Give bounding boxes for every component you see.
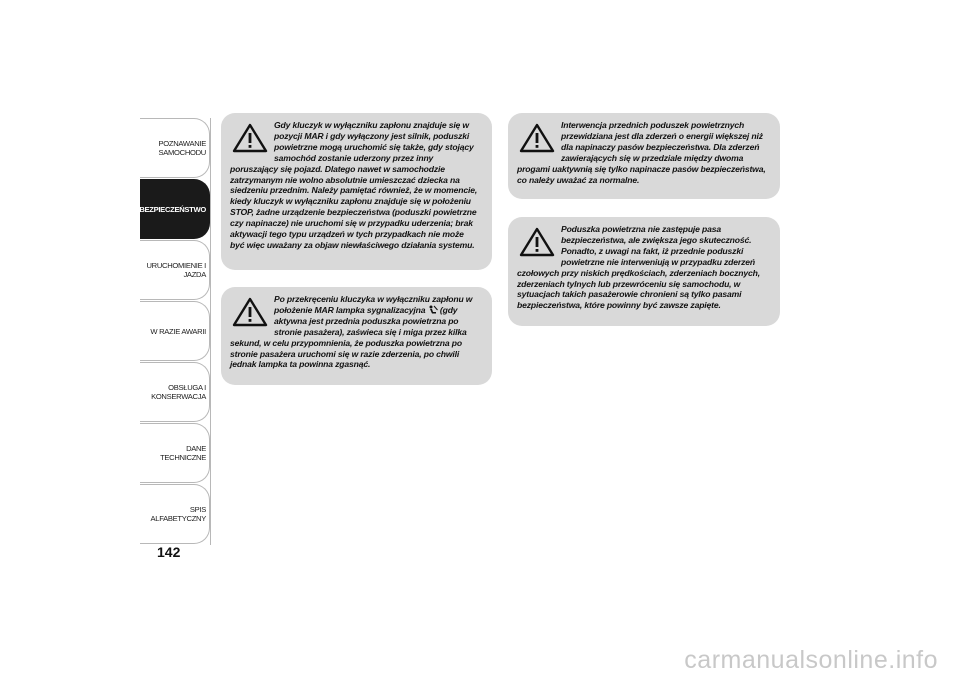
warning-text: Gdy kluczyk w wyłączniku zapłonu znajduje się w pozycji MAR i gdy wyłączony jest silnik, poduszki powietrzne mogą uruchomić się także, gdy stojący samochód zostanie uderzony przez inny poruszający się pojazd. Dlatego nawet w samochodzie zatrzymanym nie wolno absolutnie umieszczać dziecka na siedzeniu przednim. Należy pamiętać również, że w momencie, kiedy kluczyk w wyłączniku zapłonu znajduje się w położeniu STOP, żadne urządzenie bezpieczeństwa (poduszki powietrzne czy napinacze) nie uruchomi się w przypadku uderzenia; brak aktywacji tego typu urządzeń w tych przypadkach nie może być więc uważany za objaw niewłaściwego działania systemu. [230, 120, 478, 250]
warning-triangle-icon [232, 123, 268, 153]
tab-bezpieczenstwo[interactable]: BEZPIECZEŃSTWO [140, 179, 210, 239]
warning-text-part-1: Po przekręceniu kluczyka w wyłączniku zapłonu w położenie MAR lampka sygnalizacyjna [274, 294, 473, 315]
tab-dane-techniczne[interactable]: DANE TECHNICZNE [140, 423, 210, 483]
tab-w-razie-awarii[interactable]: W RAZIE AWARII [140, 301, 210, 361]
warning-text: Interwencja przednich poduszek powietrznych przewidziana jest dla zderzeń o energii większej niż dla napinaczy pasów bezpieczeństwa. Dla zderzeń zawierających się w przedziale między dwoma progami uaktywnią się tylko napinacze pasów bezpieczeństwa, co należy uważać za normalne. [517, 120, 766, 185]
warning-triangle-icon [519, 227, 555, 257]
warning-box [221, 287, 492, 385]
tab-poznawanie-samochodu[interactable]: POZNAWANIE SAMOCHODU [140, 118, 210, 178]
warning-text: Poduszka powietrzna nie zastępuje pasa bezpieczeństwa, ale zwiększa jego skuteczność. Ponadto, z uwagi na fakt, iż przednie poduszki powietrzne nie interweniują w przypadku zderzeń czołowych przy niskich prędkościach, zderzeniach bocznych, zderzeniach tylnych lub przewróceniu się samochodu, w sytuacjach takich pasażerowie chronieni są tylko pasami bezpieczeństwa, które powinny być zawsze zapięte. [517, 224, 760, 311]
tab-divider-line [210, 118, 211, 545]
warning-box [221, 113, 492, 270]
watermark-text: carmanualsonline.info [684, 646, 938, 674]
warning-triangle-icon [232, 297, 268, 327]
warning-box [508, 217, 780, 326]
tab-uruchomienie-i-jazda[interactable]: URUCHOMIENIE I JAZDA [140, 240, 210, 300]
tab-spis-alfabetyczny[interactable]: SPIS ALFABETYCZNY [140, 484, 210, 544]
warning-triangle-icon [519, 123, 555, 153]
page-number: 142 [157, 544, 181, 560]
tab-obsluga-i-konserwacja[interactable]: OBSŁUGA I KONSERWACJA [140, 362, 210, 422]
warning-box [508, 113, 780, 199]
passenger-airbag-off-icon [428, 305, 438, 314]
warning-text-part-2: (gdy aktywna jest przednia poduszka powietrzna po stronie pasażera), zaświeca się i miga przez kilka sekund, w celu przypomnienia, że poduszka powietrzna po stronie pasażera uruchomi się w razie zderzenia, po chwili jednak lampka ta powinna zgasnąć. [230, 304, 467, 370]
